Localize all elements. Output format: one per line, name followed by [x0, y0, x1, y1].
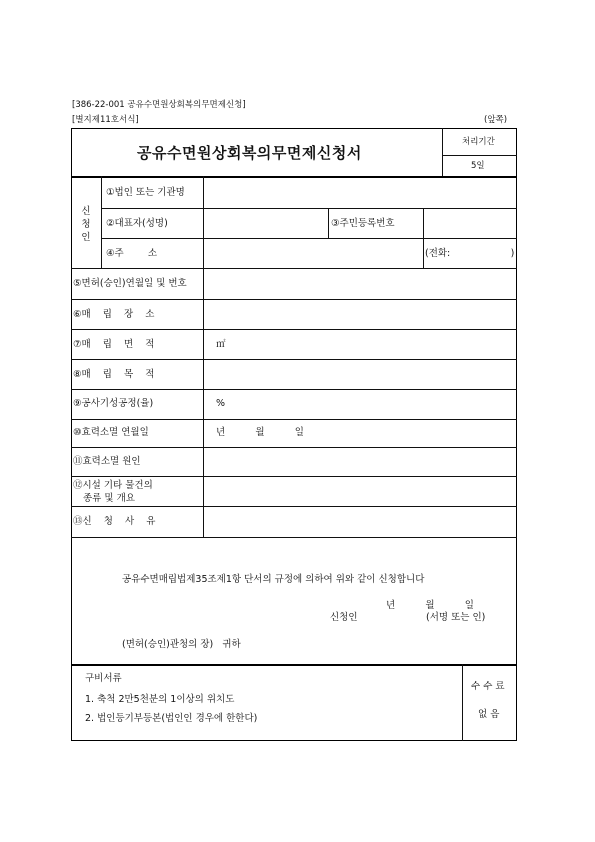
row-line — [71, 419, 517, 420]
facility-label-line2: 종류 및 개요 — [83, 493, 135, 504]
processing-divider — [442, 128, 443, 176]
applicant-char: 신 — [81, 206, 91, 217]
fee-divider — [462, 664, 463, 741]
fee-value: 없 음 — [478, 709, 500, 720]
processing-value: 5일 — [471, 161, 485, 171]
row-line — [71, 359, 517, 360]
document-item: 2. 법인등기부등본(법인인 경우에 한한다) — [85, 713, 258, 724]
label-column-divider — [203, 176, 204, 537]
reclaim-purpose-label: ⑧매 립 목 적 — [73, 369, 155, 380]
row-line — [101, 238, 517, 239]
expiry-date-units: 년 월 일 — [216, 427, 304, 438]
fee-label: 수 수 료 — [471, 681, 505, 692]
page-side: (앞쪽) — [484, 115, 508, 125]
phone-divider — [423, 238, 424, 268]
corp-name-label: ①법인 또는 기관명 — [106, 187, 185, 198]
area-unit: ㎡ — [216, 339, 226, 350]
applicant-group-label — [80, 205, 92, 244]
form-code: [386-22-001 공유수면원상회복의무면제신청] — [72, 100, 246, 110]
license-date-label: ⑤면허(승인)연월일 및 번호 — [73, 278, 187, 289]
row-line — [71, 389, 517, 390]
row-line — [71, 506, 517, 507]
processing-mid-line — [442, 155, 517, 156]
row-line — [71, 537, 517, 538]
row-line — [71, 476, 517, 477]
reason-label: ⑬신 청 사 유 — [73, 516, 156, 527]
row-line — [71, 299, 517, 300]
applicant-group-divider — [101, 176, 102, 268]
address-label: ④주 소 — [106, 248, 158, 259]
form-number: [별지제11호서식] — [72, 115, 139, 125]
expiry-date-label: ⑩효력소멸 연월일 — [73, 427, 149, 438]
processing-label: 처리기간 — [462, 137, 495, 147]
facility-label-line1: ⑫시설 기타 물건의 — [73, 480, 153, 491]
reclaim-area-label: ⑦매 립 면 적 — [73, 339, 155, 350]
applicant-char: 청 — [81, 219, 91, 230]
declaration-date: 년 월 일 — [386, 600, 474, 611]
row-line — [101, 208, 517, 209]
row-line — [71, 664, 517, 666]
documents-title: 구비서류 — [85, 673, 122, 684]
row-line — [71, 268, 517, 269]
representative-label: ②대표자(성명) — [106, 218, 168, 229]
rrn-label: ③주민등록번호 — [331, 218, 395, 229]
applicant-sign-label: 신청인 — [330, 612, 358, 623]
document-item: 1. 축척 2만5천분의 1이상의 위치도 — [85, 694, 235, 705]
declaration-statement: 공유수면매립법제35조제1항 단서의 규정에 의하여 위와 같이 신청합니다 — [122, 574, 425, 585]
rrn-value-divider — [423, 208, 424, 238]
row-line — [71, 329, 517, 330]
phone-label: (전화: ) — [425, 248, 515, 259]
expiry-reason-label: ⑪효력소멸 원인 — [73, 456, 141, 467]
progress-unit: % — [216, 398, 226, 409]
sign-or-seal: (서명 또는 인) — [426, 612, 486, 623]
row-line — [71, 176, 517, 178]
reclaim-place-label: ⑥매 립 장 소 — [73, 309, 155, 320]
rrn-divider — [328, 208, 329, 238]
row-line — [71, 447, 517, 448]
form-title: 공유수면원상회복의무면제신청서 — [137, 144, 362, 162]
progress-label: ⑨공사기성공정(율) — [73, 398, 154, 409]
addressee: (면허(승인)관청의 장) 귀하 — [122, 639, 241, 650]
applicant-char: 인 — [81, 232, 91, 243]
